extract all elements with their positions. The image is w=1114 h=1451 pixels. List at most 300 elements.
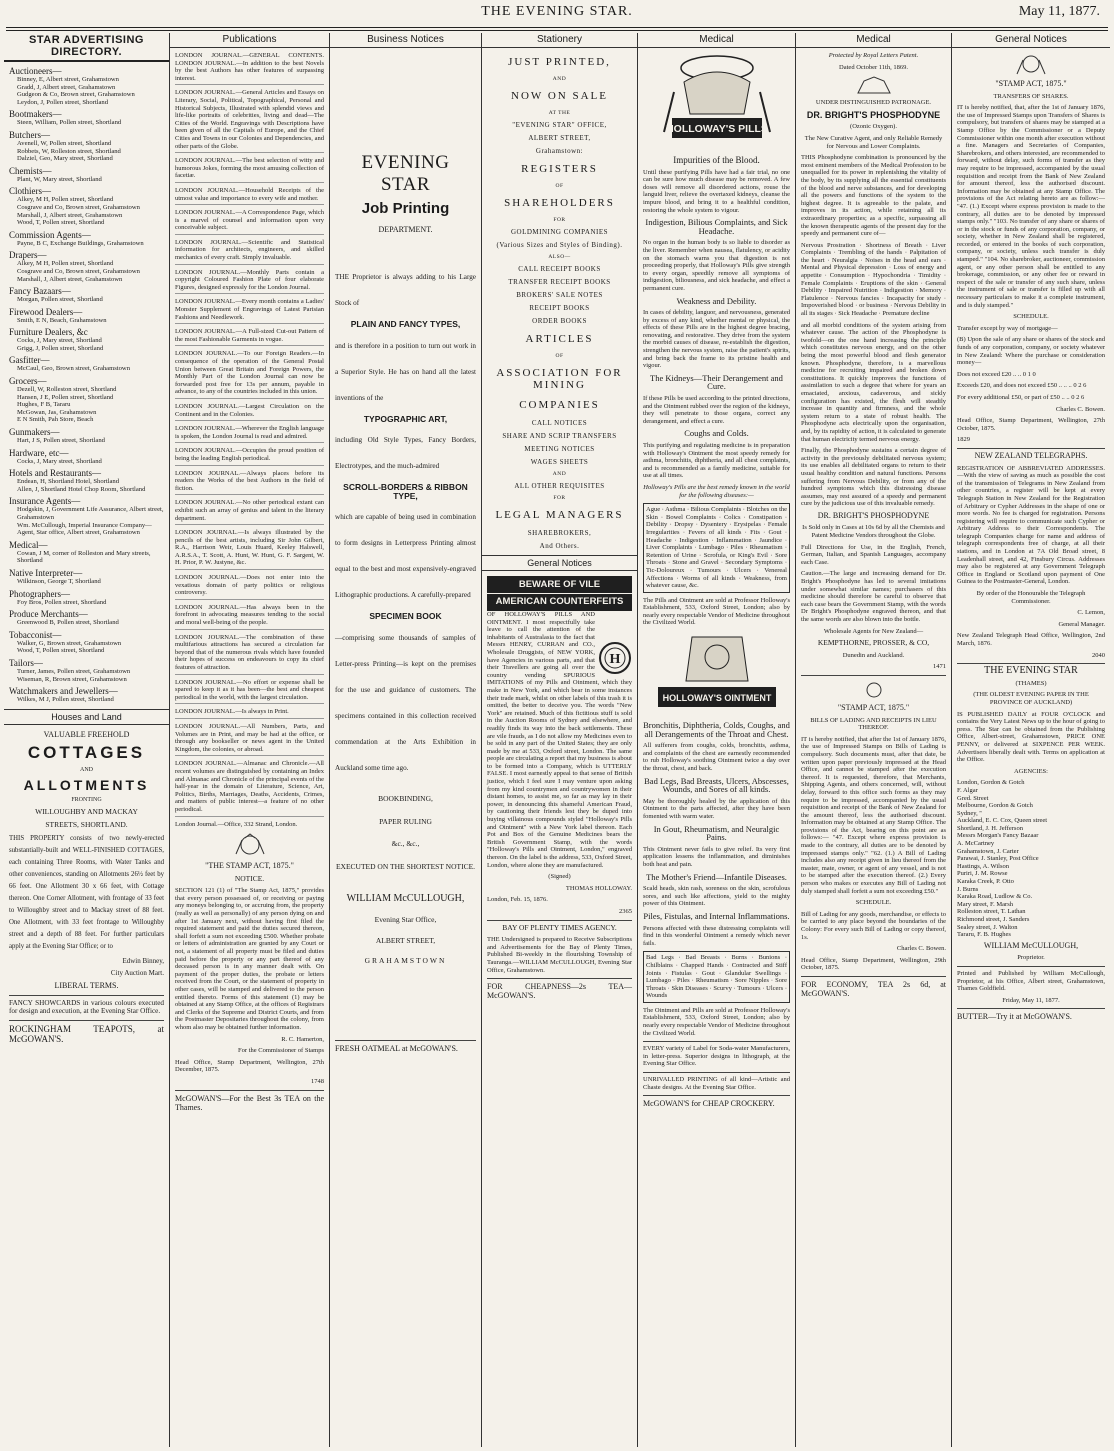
stationery-item: RECEIPT BOOKS	[529, 304, 590, 312]
journal-ad: LONDON JOURNAL.—GENERAL CONTENTS. LONDON JOURNAL.—In addition to the best Novels by the best Authors has other features of surpassing interest.	[175, 52, 324, 85]
transfers-title: TRANSFERS OF SHARES.	[993, 92, 1069, 100]
stationery-item: FOR	[553, 495, 566, 501]
job-specimen: SPECIMEN BOOK	[369, 611, 442, 622]
job-para-4: which are capable of being used in combination to form designs in Letterpress Printing almost equal to the best and most expensively-engraved Lithographic productions. A carefully-prepared	[335, 513, 476, 600]
stamp-act-title-3: "STAMP ACT, 1875."	[995, 79, 1067, 88]
ointment-note: The Ointment and Pills are sold at Professor Holloway's Establishment, 533, Oxford Street, London; also by nearly every respectable Vendor of Medicine throughout the Civilized World.	[643, 1006, 790, 1037]
directory-category: Firewood Dealers—	[9, 306, 83, 317]
rate-2: Exceeds £20, and does not exceed £50 .. .. .. 0 2 6	[957, 382, 1087, 390]
agency-entry: F. Algar	[957, 786, 978, 794]
phosphodyne-body-1: THIS Phosphodyne combination is pronounced by the most eminent members of the Medical Profession to be unequalled for its power in replenishing the vitality of the body, by its supplying all the essential constituents of the blood and nerve substances, and for developing all the powers and functions of the system to the highest degree. It is agreeable to the palate, and improves in its action, while retaining all its extraordinary properties; as a specific, surpassing all the known therapeutic agents of the present day for the speedy and permanent cure of—	[801, 154, 946, 238]
phosphodyne-name: DR. BRIGHT'S PHOSPHODYNE	[817, 510, 930, 520]
ad-number: 2040	[1092, 651, 1105, 659]
stationery-item: JUST PRINTED,	[508, 56, 611, 68]
journal-ad: LONDON JOURNAL.—Every month contains a Ladies' Monster Supplement of Engravings of Latest Parisian Fashions and Needlework.	[175, 298, 324, 324]
office-line-3: GRAHAMSTOWN	[364, 956, 447, 966]
journal-ad: LONDON JOURNAL.—Occupies the proud position of being the leading English periodical.	[175, 447, 324, 465]
journal-ad: LONDON JOURNAL.—All Numbers, Parts, and Volumes are in Print, and may be had at the office, or through any bookseller or news agent in the United Kingdom, the colonies, or abroad.	[175, 723, 324, 756]
wm-role: Proprietor.	[1017, 954, 1045, 962]
ointment-label: HOLLOWAY'S OINTMENT	[662, 693, 771, 704]
agencies-title: AGENCIES:	[1014, 767, 1048, 775]
stationery-item: AND	[552, 471, 567, 477]
divider	[9, 1020, 164, 1021]
directory-entry: Robbets, W, Rolleston street, Shortland	[17, 147, 121, 155]
phosphodyne-sold: Is Sold only in Cases at 10s 6d by all the Chemists and Patent Medicine Vendors throughout the Globe.	[802, 524, 945, 540]
houses-title-line: VALUABLE FREEHOLD	[43, 729, 130, 739]
beware-line-2: AMERICAN COUNTERFEITS	[487, 593, 632, 608]
directory-entry: Leydon, J, Pollen street, Shortland	[17, 98, 109, 106]
bop-body: THE Undersigned is prepared to Receive Subscriptions and Advertisements for the Bay of Plenty Times, Published Bi-weekly in the flourishing Township of Tauranga.—WILLIAM McCULLOUGH, Evening Star Office, Grahamstown.	[487, 936, 632, 974]
printing-ad: UNRIVALLED PRINTING of all kind—Artistic and Chaste designs. At the Evening Star Office.	[643, 1076, 790, 1091]
houses-agent: Edwin Binney,	[122, 956, 164, 965]
stationery-list	[487, 56, 632, 550]
houses-title-line: ALLOTMENTS	[23, 776, 150, 793]
job-para-5: —comprising some thousands of samples of Letter-press Printing—is kept on the premises for the use and guidance of customers. The specimens contained in this collection received commendation at the Arts Exhibition in Auckland some time ago.	[335, 633, 476, 772]
stationery-item: ARTICLES	[525, 333, 594, 345]
directory-entry: Wm. McCullough, Imperial Insurance Company—Agent, Star office, Albert street, Grahamstown	[17, 521, 152, 537]
agency-entry: Karaka Creek, P. Otto	[957, 878, 1014, 886]
phosphodyne-body-2: and all morbid conditions of the system arising from whatever cause. The action of the Phosphodyne is twofold—on the one hand increasing the principle which constitutes nervous energy, and on the other being the most powerful blood and flesh generator known. Phosphodyne, therefore, is a marvellous medicine for recruiting impaired and broken down constitutions. It quickly improves the functions of assimilation to such a degree that where for years an emaciated, anxious, cadaverous, and sickly configuration has existed, the flesh will steadily increase in quantity and firmness, and the whole system return to a state of robust health. The Phosphodyne acts electrically upon the organisation, and, by its rapidity of action, it is calculated to generate that human electricity termed nervous energy.	[801, 321, 946, 443]
directory-category: Native Interpreter—	[9, 567, 83, 578]
phosphodyne-directions: Full Directions for Use, in the English, French, German, Italian, and Spanish Languages, accompany each Case.	[801, 543, 946, 566]
houses-terms: LIBERAL TERMS.	[54, 980, 119, 990]
phosphodyne-body-3: Finally, the Phosphodyne sustains a certain degree of activity in the previously debilitated nervous system; its use enables all debilitated organs to return to their usual healthy condition and natural functions. Persons suffering from Nervous Debility, or from any of the hundred symptoms which this distressing disease assumes, may rest assured of a speedy and permanent cure by the judicious use of this invaluable remedy.	[801, 447, 946, 508]
agency-entry: Sydney, ''	[957, 809, 982, 817]
star-body: IS PUBLISHED DAILY at FOUR O'CLOCK and contains the Very Latest News up to the hour of going to press. The Star can be obtained from the Publishing Office, Albert-street, Grahamstown, PRICE ONE PENNY, or delivered at SIXPENCE PER WEEK. Advertisers liberally dealt with. Terms on application at the Office.	[957, 710, 1105, 764]
agency-entry: Parawai, J. Stanley, Post Office	[957, 855, 1039, 863]
executed-notice: EXECUTED ON THE SHORTEST NOTICE.	[335, 861, 476, 871]
directory-entry: Hart, J S, Pollen street, Shortland	[17, 437, 105, 445]
beware-line-1: BEWARE OF VILE	[518, 579, 601, 590]
schedule-signature: Charles C. Bowen.	[896, 945, 946, 953]
directory-entry: Greenwood B, Pollen street, Shortland	[17, 619, 119, 627]
agency-entry: Melbourne, Gordon & Gotch	[957, 802, 1033, 810]
telegraphs-role: General Manager.	[1058, 620, 1105, 628]
directory-entry: Wilkinson, George T, Shortland	[17, 577, 101, 585]
journal-ad: LONDON JOURNAL.—The best selection of witty and humorous Jokes, forming the most amusing collection of facetiæ.	[175, 157, 324, 183]
directory-category: Drapers—	[9, 250, 47, 261]
directory-category: Furniture Dealers, &c	[9, 327, 88, 338]
stationery-item: SHAREBROKERS,	[527, 529, 592, 537]
directory-category: Tailors—	[9, 657, 43, 668]
directory-entry: Gradd, J, Albert street, Grahamstown	[17, 83, 116, 91]
stationery-item: COMPANIES	[519, 399, 600, 411]
directory-category: Gasfitter—	[9, 355, 50, 366]
directory-entry: Wilkes, M J, Pollen street, Shortland	[17, 696, 114, 704]
houses-ad-title	[9, 730, 164, 829]
stationery-item: ALSO—	[548, 254, 571, 260]
ad-number: 1748	[311, 1077, 324, 1085]
stationery-item: GOLDMINING COMPANIES	[510, 228, 609, 236]
stationery-item: REGISTERS	[521, 163, 598, 175]
journal-ad: LONDON JOURNAL.—Wherever the English language is spoken, the London Journal is read and admired.	[175, 425, 324, 443]
table-title: Holloway's Pills are the best remedy known in the world for the following diseases:—	[643, 483, 790, 499]
journal-ad: LONDON JOURNAL.—Monthly Parts contain a copyright Coloured Fashion Plate of four elaborate Figures, designed expressly for the London Journal.	[175, 269, 324, 295]
t-indigestion: No organ in the human body is so liable to disorder as the liver. Remember when nausea, flatulency, or acidity on the stomach warns you that digestion is not proceeding properly, that Holloway's Pills give strength to every organ, speedily remove all symptoms of indigestion, biliousness, and sick headache, and effect a permanent cure.	[643, 239, 790, 292]
stationery-item: SHARE AND SCRIP TRANSFERS	[502, 432, 617, 440]
stationery-item: WAGES SHEETS	[530, 458, 589, 466]
general-notices-header: General Notices	[482, 555, 637, 571]
agency-entry: Hastings, A. Wilson	[957, 862, 1009, 870]
wholesale: Wholesale Agents for New Zealand—	[823, 627, 924, 635]
directory-entry: Wiseman, R, Brown street, Grahamstown	[17, 675, 127, 683]
directory-category: Clothiers—	[9, 186, 51, 197]
stationery-item: BROKERS' SALE NOTES	[516, 291, 603, 299]
stationery-item: MEETING NOTICES	[524, 445, 595, 453]
telegraphs-name: C. Lemon,	[1077, 609, 1105, 617]
telegraphs-order: By order of the Honourable the Telegraph Commissioner.	[976, 590, 1086, 605]
oatmeal-ad: FRESH OATMEAL at McGOWAN'S.	[335, 1043, 458, 1053]
journal-ad: LONDON JOURNAL.—Largest Circulation on the Continent and in the Colonies.	[175, 403, 324, 421]
agency-entry: Karaka Road, Ludlow & Co.	[957, 893, 1033, 901]
ointment-table: Bad Legs · Bad Breasts · Burns · Bunions · Chilblains · Chapped Hands · Contracted and Stiff Joints · Fistulas · Gout · Glandular Swellings · Lumbago · Piles · Rheumatism · Sore Nipples · Sore Throats · Skin Diseases · Scurvy · Tumours · Ulcers · Wounds	[643, 951, 790, 1003]
directory-category: Butchers—	[9, 129, 50, 140]
houses-title-line: AND	[80, 766, 93, 773]
issue-date: May 11, 1877.	[1018, 4, 1100, 19]
agency-entry: Auckland, E. C. Cox, Queen street	[957, 817, 1048, 825]
directory-category: Produce Merchants—	[9, 609, 88, 620]
stationery-item: CALL NOTICES	[531, 419, 588, 427]
t-mother: Scald heads, skin rash, soreness on the skin, scrofulous sores, and such like affections, yield to the mighty power of this Ointment.	[643, 885, 790, 908]
bills-body: IT is hereby notified, that after the 1st of January 1876, the use of Impressed Stamps on Bills of Lading is compulsory. Such documents must, after that date, be written upon paper previously impressed at the Head Office, and cannot be stamped after the execution thereof. It is requested, therefore, that Merchants, Shipping Agents, and others concerned, will, without delay, forward to this office such forms as they may require to be impressed, accompanied by the usual requisition and receipt of the Bank of New Zealand for the amount thereof, less the authorised discount. Information may be obtained at any Stamp Office. The provisions of the Act, bearing on this point are as follows:— "47. Except where express provision is made to the contrary, all duties are to be denoted by impressed stamps only." "62. (1.) A Bill of Lading includes also any receipt given in lieu thereof from the master, mate, owner, or agent of any vessel, and is not to be stamped after the execution thereof. (2.) Every person who makes or executes any Bill of Lading not duly stamped shall forfeit a sum not exceeding £50."	[801, 735, 946, 895]
journal-ad: LONDON JOURNAL.—Does not enter into the vexatious domain of party politics or religious controversy.	[175, 574, 324, 600]
job-types: PLAIN AND FANCY TYPES,	[350, 319, 461, 329]
job-para-2: and is therefore in a position to turn out work in a Superior Style. He has on hand all the latest inventions of the	[335, 341, 476, 402]
h-piles: Piles, Fistulas, and Internal Inflammations.	[643, 910, 790, 921]
agency-entry: Gred. Street	[957, 794, 989, 802]
divider	[643, 1041, 790, 1042]
agency-entry: London, Gordon & Gotch	[957, 779, 1025, 787]
stamp-act-body: SECTION 121 (1) of "The Stamp Act, 1875," provides that every person possessed of, or receiving or paying any moneys belonging to, or accruing from, the property (really as well as personally) of any person dying on and after 1st January next, without having first filed the required statement and paid the duties secured thereon, shall forfeit a sum not exceeding £500. Whether probate or letters of administration are granted by any Court or not, a statement of all property must be filed and duties paid before the property or any part thereof of any deceased person is in any manner dealt with. On payment of the proper duties, the probate or letters received from the Court, or the statement of property in other cases, will be stamped and delivered to the person entitled thereto. Forms of this statement (1) may be obtained at any Stamp Office, at the offices of Registrars and Clerks of the Supreme and District Courts, and from the Postmaster Depositaries throughout the colony, from whom also may be obtained further information.	[175, 887, 324, 1031]
economy-ad: FOR ECONOMY, TEA 2s 6d, at McGOWAN'S.	[801, 979, 946, 998]
office-line-2: ALBERT STREET,	[375, 935, 436, 945]
directory-category: Watchmakers and Jewellers—	[9, 686, 118, 697]
directory-category: Fancy Bazaars—	[9, 286, 71, 297]
wholesale-cities: Dunedin and Auckland.	[842, 651, 905, 659]
directory-entry: Walker, G, Brown street, Grahamstown	[17, 639, 122, 647]
houses-title-line: WILLOUGHBY AND MACKAY	[35, 806, 138, 816]
directory-header: STAR ADVERTISING DIRECTORY.	[4, 33, 169, 62]
holloway-ointment-emblem-icon	[644, 631, 790, 717]
schedule-title: SCHEDULE.	[855, 899, 892, 907]
directory-entry: E N Smith, Pah Store, Beach	[17, 416, 94, 424]
directory-category: Insurance Agents—	[9, 496, 81, 507]
journal-ad: LONDON JOURNAL.—Scientific and Statistical information for architects, engineers, and skilled mechanics of every craft. Simply invaluable.	[175, 239, 324, 265]
phosphodyne-sub: (Ozonic Oxygen).	[850, 123, 897, 131]
agency-entry: Tararu, F. B. Hughes	[957, 931, 1011, 939]
stationery-item: ALL OTHER REQUISITES	[514, 482, 605, 490]
directory-category: Bootmakers—	[9, 109, 62, 120]
journal-ad: LONDON JOURNAL.—Is always in Print.	[175, 708, 324, 719]
pills-label: HOLLOWAY'S PILLS	[665, 123, 768, 135]
agency-entry: A. McCartney	[957, 840, 995, 848]
agency-entry: Shortland, J. H. Jefferson	[957, 824, 1023, 832]
agency-entry: Mary street, F. Marsh	[957, 900, 1013, 908]
rate-3: For every additional £50, or part of £50 .. .. 0 2 6	[957, 393, 1085, 401]
directory-entry: Cosgrave and Co, Brown street, Grahamstown	[17, 267, 140, 275]
trade-mark-seal-icon	[598, 641, 632, 675]
t-bronchitis: All sufferers from coughs, colds, bronchitis, asthma, and complaints of the chest are earnestly recommended to rub Holloway's soothing Ointment twice a day over the throat, chest, and back.	[643, 742, 790, 773]
labels-ad: EVERY variety of Label for Soda-water Manufacturers, in letter-press. Superior designs in lithograph, at the Evening Star Office.	[643, 1045, 790, 1068]
phosphodyne-list: Nervous Prostration · Shortness of Breath · Liver Complaints · Trembling of the hands · Palpitation of the heart · Neuralgia · Noises in the head and ears · Mental and Physical depression · Loss of energy and appetite · Consumption · Hypochondria · Timidity · Female Complaints · Eruptions of the skin · General Debility · Impaired Nutrition · Indigestion · Memory · Flatulence · Nervous fancies · Incapacity for study · Impoverished blood · or business · Nervous Debility in all its stages · Sick Headache · Premature decline	[801, 241, 946, 318]
directory-entry: Grigg, J, Pollen street, Shortland	[17, 344, 104, 352]
rate-1: Does not exceed £20 .. .. 0 1 0	[957, 370, 1036, 378]
butter-ad: BUTTER—Try it at McGOWAN'S.	[957, 1012, 1072, 1022]
job-printing-title: EVENING STAR	[361, 152, 450, 195]
divider	[335, 1040, 476, 1041]
proprietor-name: WILLIAM McCULLOUGH,	[346, 893, 465, 905]
agency-entry: J. Burns	[957, 885, 979, 893]
imprint: Printed and Published by William McCullough, Proprietor, at his Office, Albert street, Grahamstown, Thames Goldfield.	[957, 969, 1105, 993]
schedule-signature-2: Charles C. Bowen.	[1055, 405, 1105, 413]
journal-ad: LONDON JOURNAL.—To our Foreign Readers.—In consequence of the operation of the General Postal Union between Great Britain and Foreign Powers, the Monthly Part of the London Journal can now be forwarded post free for 13s per annum, payable in advance, to any of the countries included in this union.	[175, 350, 324, 399]
agency-entry: Messrs Morgan's Fancy Bazaar	[957, 832, 1039, 840]
journal-ad: LONDON JOURNAL.—The combination of these multifarious attractions has secured a circulation far beyond that of the numerous rivals which have founded their hopes of success on endeavours to copy its chief features of attraction.	[175, 634, 324, 675]
journal-ad: LONDON JOURNAL.—No effort or expense shall be spared to keep it as it has been—the best and cheapest periodical in the world, with the largest circulation.	[175, 679, 324, 705]
directory-category: Medical—	[9, 539, 48, 550]
star-tag: (THE OLDEST EVENING PAPER IN THE PROVINCE OF AUCKLAND)	[973, 691, 1089, 706]
stamp-act-title-2: "STAMP ACT, 1875."	[837, 702, 910, 712]
dated: Dated October 11th, 1869.	[839, 63, 908, 71]
divider	[957, 1008, 1105, 1009]
royal-arms-icon	[859, 680, 889, 700]
h-gout: In Gout, Rheumatism, and Neuralgic Pains.	[653, 823, 780, 843]
phosphodyne-title: DR. BRIGHT'S PHOSPHODYNE	[806, 109, 941, 120]
stamp-act-title: "THE STAMP ACT, 1875."	[205, 861, 294, 871]
stationery-item: AND	[552, 76, 567, 82]
star-sub: (THAMES)	[1015, 679, 1047, 687]
directory-category: Hardware, etc—	[9, 447, 69, 458]
directory-category: Chemists—	[9, 165, 52, 176]
stationery-item: OF	[555, 353, 564, 359]
diseases-table: Ague · Asthma · Bilious Complaints · Blotches on the Skin · Bowel Complaints · Colics · Constipation · Debility · Dropsy · Dysentery · Erysipelas · Female Irregularities · Fevers of all kinds · Fits · Gout · Headache · Indigestion · Inflammation · Jaundice · Liver Complaints · Lumbago · Piles · Rheumatism · Retention of Urine · Scrofula, or King's Evil · Sore Throats · Stone and Gravel · Secondary Symptoms · Tic-Doloureux · Tumours · Ulcers · Venereal Affections · Worms of all kinds · Weakness, from whatever cause, &c.	[643, 503, 790, 593]
schedule-office: Head Office, Stamp Department, Wellington, 29th October, 1875.	[801, 956, 946, 972]
stationery-item: ASSOCIATION FOR MINING	[496, 367, 623, 391]
agency-entry: Sealey street, J. Walton	[957, 923, 1018, 931]
rockingham-ad: ROCKINGHAM TEAPOTS, at McGOWAN'S.	[9, 1023, 164, 1044]
houses-title-line: STREETS, SHORTLAND.	[45, 819, 128, 829]
transfers-body: IT is hereby notified, that, after the 1st of January 1876, the use of Impressed Stamps upon Transfers of Shares is compulsory, but transfers of shares may be stamped at a Stamp Office by the Commissioner or a Deputy Commissioner within one month after execution without a fine. Managers and Secretaries of Companies, Sharebrokers, and others interested, are recommended to forward, without delay, such forms of transfer as they may require to be impressed, accompanied by the usual requisition and receipt from the Bank of New Zealand for amount thereof, less the authorised discount. Information may be obtained at any Stamp Office. The provisions of the Act relating hereto are as follow:— "47. (1.) Except where express provision is made to the contrary, all duties are to be denoted by impressed stamps only." "103. No transfer of any share or shares of or in the stock or funds of any corporation, company, or society, whether in New Zealand shall be registered, recorded, or entered in the books of such corporation, company, or society, unless such transfer is duly stamped." "104. No sharebroker, auctioneer, commission agent, or any other person shall be entitled to any brokerage, commission, or any other fee or reward in respect of the sale or transfer of any such share, unless the instrument of sale or transfer is filled up with all necessary particulars to make it a complete instrument, and is duly stamped."	[957, 104, 1105, 309]
journal-ad: LONDON JOURNAL.—A Full-sized Cut-out Pattern of the most Fashionable Garments in vogue.	[175, 328, 324, 346]
stationery-item: ORDER BOOKS	[532, 317, 587, 325]
journal-ad: LONDON JOURNAL.—A Correspondence Page, which is a marvel of counsel and information upon very conceivable subject.	[175, 209, 324, 235]
directory-entry: Avenell, W, Pollen street, Shortland	[17, 139, 112, 147]
stamp-office: Head Office, Stamp Department, Wellington, 27th December, 1875.	[175, 1058, 324, 1074]
column-medical-1	[638, 33, 796, 1447]
column-general	[952, 33, 1110, 1447]
t-kidneys: If these Pills be used according to the printed directions, and the Ointment rubbed over the region of the kidneys, they will penetrate to those organs, correct any derangement, and effect a cure.	[643, 395, 790, 425]
h-bronchitis: Bronchitis, Diphtheria, Colds, Coughs, and all Derangements of the Throat and Chest.	[643, 720, 790, 739]
directory-entry: Foy Bros, Pollen street, Shortland	[17, 598, 107, 606]
telegraphs-body: REGISTRATION OF ABBREVIATED ADDRESSES.—With the view of saving as much as possible the cost of the transmission of Telegrams in New Zealand from other countries, a register will be kept at every Telegraph Station in New Zealand for the Registration of Arbitrary or Cypher Addresses in the shape of one or more words. No fee is charged for registration. Persons registering will require to communicate such Cypher or Arbitrary Address to their Correspondents. The telegraph Companies charge for name and address of telegraph correspondents free of charge, at all their stations, and in London at 7A Old Broad street, 8 Leadenhall street, and 42, Finsbury Circus. Addresses may also be registered at any Government Telegraph Office in England or Scotland upon payment of One Guinea to the Postmaster-General, London.	[957, 464, 1105, 586]
houses-body: THIS PROPERTY consists of two newly-erected substantially-built and WELL-FINISHED COTTAGES, each containing Three Rooms, with Water Tanks and other conveniences, standing on Allotments 26½ feet by 66 feet. One Allotment 30 x 66 feet, with Cottage thereon. One Corner Allotment, with frontage of 33 feet to Willoughby street and to Mackay street of 88 feet. One Allotment, with 33 feet frontage to Willoughby street and a depth of 88 feet. For further particulars apply at the Evening Star Office; or to	[9, 834, 164, 950]
divider	[643, 1072, 790, 1073]
job-printing-dept: DEPARTMENT.	[378, 225, 433, 234]
svg-text:H: H	[609, 652, 621, 667]
h-coughs: Coughs and Colds.	[684, 428, 749, 439]
etc: &c., &c.,	[391, 839, 420, 849]
schedule-title-2: SCHEDULE.	[1013, 313, 1049, 321]
directory-entry: Alkey, M H, Pollen street, Shortland	[17, 196, 114, 204]
publications-header: Publications	[170, 33, 329, 48]
directory-entry: Plant, W, Mary street, Shortland	[17, 175, 102, 183]
protected: Protected by Royal Letters Patent.	[828, 52, 919, 59]
directory-entry: Marshall, J, Albert street, Grahamstown	[17, 275, 123, 283]
holloway-date: London, Feb. 15, 1876.	[487, 896, 548, 904]
stamp-signature-role: For the Commissioner of Stamps	[238, 1047, 324, 1055]
telegraphs-office: New Zealand Telegraph Head Office, Wellington, 2nd March, 1876.	[957, 632, 1105, 647]
divider	[175, 1090, 324, 1091]
directory-category: Hotels and Restaurants—	[9, 468, 101, 479]
directory-category: Grocers—	[9, 376, 47, 387]
stationery-item: LEGAL MANAGERS	[495, 509, 624, 521]
schedule-body: Bill of Lading for any goods, merchandise, or effects to be carried to any place beyond the boundaries of the Colony: For every such Bill of Lading or copy thereof, 1s.	[801, 910, 946, 941]
directory-entry: Cocks, J, Mary street, Shortland	[17, 457, 102, 465]
t-coughs: This purifying and regulating medicine is in preparation with Holloway's Ointment the most speedy remedy for asthma, bronchitis, diphtheria, and all chest complaints, and is recommended as a family medicine, suitable for use at all times.	[643, 442, 790, 480]
phosphodyne-tag: The New Curative Agent, and only Reliable Remedy for Nervous and Lower Complaints.	[804, 134, 943, 150]
journal-ad: LONDON JOURNAL.—Has always been in the forefront in advocating measures tending to the social and moral well-being of the people.	[175, 604, 324, 630]
wholesale-agents: KEMPTHORNE, PROSSER, & CO,	[817, 638, 930, 648]
directory-entry: Gudgeon & Co, Brown street, Grahamstown	[17, 91, 135, 99]
journal-ad: LONDON JOURNAL.—Household Receipts of the utmost value and importance to every wife and mother.	[175, 187, 324, 205]
stationery-item: TRANSFER RECEIPT BOOKS	[508, 278, 611, 286]
royal-arms-icon	[233, 832, 267, 858]
stationery-item: And Others.	[539, 542, 580, 550]
directory-entry: Dalziel, Geo, Mary street, Shortland	[17, 155, 113, 163]
directory-category: Commission Agents—	[9, 229, 91, 240]
agency-entry: Grahamstown, J. Carter	[957, 847, 1019, 855]
patronage: UNDER DISTINGUISHED PATRONAGE.	[815, 99, 932, 107]
job-para-1: THE Proprietor is always adding to his Large Stock of	[335, 273, 476, 307]
agencies-list	[957, 779, 1105, 938]
t-impurities: Until these purifying Pills have had a fair trial, no one can be sure how much disease may be removed. A few doses will remove all disordered actions, rouse the languid liver, relieve the overtaxed kidneys, cleanse the impure blood, and bring it to a healthful condition, restoring the whole system to vigour.	[643, 168, 790, 214]
cheapness-ad: FOR CHEAPNESS—2s TEA—McGOWAN'S.	[487, 982, 632, 1001]
mcgowan-tea-ad: McGOWAN'S—For the Best 3s TEA on the Thames.	[175, 1093, 324, 1112]
stationery-item: Grahamstown:	[535, 147, 584, 155]
london-journal-ads	[175, 52, 324, 817]
directory-entry: Dezell, W, Rolleston street, Shortland	[17, 386, 117, 394]
divider	[9, 995, 164, 996]
houses-header: Houses and Land	[4, 709, 169, 725]
column-business	[330, 33, 482, 1447]
general-header: General Notices	[952, 33, 1110, 48]
stationery-item: FOR	[553, 217, 566, 223]
directory-entry: Binney, E, Albert street, Grahamstown	[17, 76, 119, 83]
medical-header-2: Medical	[796, 33, 951, 48]
stationery-item: "EVENING STAR" OFFICE,	[512, 121, 607, 129]
t-badlegs: May be thoroughly healed by the application of this Ointment to the parts affected, after they have been fomented with warm water.	[643, 797, 790, 820]
divider	[957, 663, 1105, 664]
stationery-item: NOW ON SALE	[511, 90, 608, 102]
agency-entry: Richmond street, J. Sanders	[957, 916, 1030, 923]
directory-entry: Turner, James, Pollen street, Grahamstown	[17, 667, 131, 675]
houses-title-line: FRONTING	[71, 796, 102, 803]
journal-ad: LONDON JOURNAL.—Always places before its readers the Works of the best Authors in the field of fiction.	[175, 470, 324, 496]
beware-banner	[487, 576, 632, 611]
agency-entry: Rolleston street, T. Lathan	[957, 908, 1026, 916]
directory-category: Gunmakers—	[9, 427, 60, 438]
showcards-ad: FANCY SHOWCARDS in various colours executed for design and execution, at the Evening Star Office.	[9, 998, 164, 1016]
newspaper-title: THE EVENING STAR.	[481, 4, 633, 19]
h-kidneys: The Kidneys—Their Derangement and Cure.	[650, 372, 783, 392]
paper-ruling: PAPER RULING	[379, 816, 432, 826]
h-weakness: Weakness and Debility.	[676, 295, 757, 306]
wm-name: WILLIAM McCULLOUGH,	[983, 940, 1079, 950]
stamp-signature: R. C. Hamerton,	[281, 1035, 324, 1043]
bookbinding: BOOKBINDING,	[378, 793, 433, 803]
directory-entry: Wood, T, Pollen street, Shortland	[17, 219, 105, 227]
directory-entry: Hughes, F B, Tararu	[17, 401, 71, 409]
holloway-notice-body: OF HOLLOWAY'S PILLS AND OINTMENT. I most respectfully take leave to call the attention of the inhabitants of Australasia to the fact that Messrs HENRY, CURRAN and CO., Wholesale Druggists, of NEW YORK, have Agencies in various parts, and that their Travellers are going all over the country vending SPURIOUS IMITATIONS of my Pills and Ointment, which they make in New York, and which bear in some instances their trade mark, whilst on other labels of this trash it is omitted, the better to deceive you. The words "New York" are retained. Much of this fictitious stuff is sold in the Auction Rooms of Sydney and elsewhere, and readily finds its way into the back settlements. These are vile frauds, as I do not allow my Medicines even to be sold in any part of the United States; they are only made by me at 533, Oxford street, London. The same people are circulating a report that my business is about to be formed into a Company, which is UTTERLY FALSE. I most earnestly appeal to that sense of British justice, which I feel sure I may venture upon asking from my kind countrymen and countrywomen in their distant homes, to assist me, so far as may lay in their power, in denouncing this shameful American Fraud, by cautioning their friends lest they be duped into buying villainous compounds styled "Holloway's Pills and Ointment" with a New York label thereon. Each Pot and Box of the Genuine Medicines bears the British Government Stamp, with the words "Holloway's Pills and Ointment, London," engraved thereon. On the label is the address, 533, Oxford Street, London, where alone they are manufactured.	[487, 611, 632, 869]
directory-entry: Morgan, Pollen street, Shortland	[17, 296, 103, 304]
journal-ad: LONDON JOURNAL.—Almanac and Chronicle.—All recent volumes are distinguished by containing an Index and Almanac and Chronicle of the principal events of the half-year in the domain of Literature, Science, Art, Politics, Births, Marriages, Deaths, Accidents, Crimes, and matters of public interest—a feature of no other periodical.	[175, 760, 324, 816]
holloway-pills-emblem-icon	[644, 52, 790, 152]
bop-title: BAY OF PLENTY TIMES AGENCY.	[502, 922, 617, 932]
masthead	[0, 0, 1114, 30]
ad-number: 1471	[933, 663, 946, 671]
job-typographic: TYPOGRAPHIC ART,	[363, 413, 448, 424]
h-impurities: Impurities of the Blood.	[673, 155, 760, 165]
directory-entry: McGowan, Jas, Grahamstown	[17, 408, 97, 416]
column-medical-2	[796, 33, 952, 1447]
imprint-date: Friday, May 11, 1877.	[1002, 996, 1060, 1004]
divider	[957, 966, 1105, 967]
divider	[957, 448, 1105, 449]
stationery-item: AT THE	[548, 110, 571, 116]
job-printing-subtitle: Job Printing	[361, 200, 450, 217]
t-weakness: In cases of debility, languor, and nervousness, generated by excess of any kind, whether mental or physical, the effects of these Pills are in the highest degree bracing, renovating, and restorative. They drive from the system the morbid causes of disease, re-establish the digestion, strengthen the nervous system, raise the patient's spirits, and bring back the frame to its pristine health and vigour.	[643, 309, 790, 370]
directory-entry: Allen, J, Shortland Hotel Chop Room, Shortland	[17, 485, 146, 493]
ad-number: 1829	[957, 436, 970, 444]
h-mother: The Mother's Friend—Infantile Diseases.	[646, 871, 787, 882]
directory-entry: Smith, E N, Beach, Grahamstown	[17, 316, 107, 324]
houses-agent-place: City Auction Mart.	[110, 969, 164, 978]
schedule-office-2: Head Office, Stamp Department, Wellington, 27th October, 1875.	[957, 417, 1105, 432]
directory-entry: Wood, T, Pollen street, Shortland	[17, 647, 105, 655]
table-note: The Pills and Ointment are sold at Professor Holloway's Establishment, 533, Oxford Street, London; also by nearly every respectable Vendor of Medicine throughout the Civilized World.	[643, 596, 790, 627]
masthead-rule-2	[6, 30, 1108, 31]
stationery-item: (Various Sizes and Styles of Binding).	[496, 241, 623, 249]
directory-entry: Steen, William, Pollen street, Shortland	[17, 119, 122, 127]
divider	[643, 1095, 790, 1096]
directory-entry: Alkey, M H, Pollen street, Shortland	[17, 260, 114, 268]
crockery-ad: McGOWAN'S for CHEAP CROCKERY.	[643, 1099, 775, 1109]
divider	[487, 920, 632, 921]
directory-entry: Hansen, J E, Pollen street, Shortland	[17, 393, 114, 401]
stamp-notice-label: NOTICE.	[234, 873, 265, 883]
t-gout: This Ointment never fails to give relief. Its very first application lessens the inflammation, and diminishes both heat and pain.	[643, 845, 790, 868]
h-badlegs: Bad Legs, Bad Breasts, Ulcers, Abscesses, Wounds, and Sores of all kinds.	[644, 775, 789, 795]
column-directory	[4, 33, 170, 1447]
telegraphs-title: NEW ZEALAND TELEGRAPHS.	[974, 450, 1088, 460]
job-scroll: SCROLL-BORDERS & RIBBON TYPE,	[343, 482, 468, 501]
stationery-item: CALL RECEIPT BOOKS	[518, 265, 601, 273]
crest-icon	[854, 75, 894, 95]
holloway-notice	[487, 611, 632, 869]
directory-entry: Endean, H, Shortland Hotel, Shortland	[17, 478, 120, 486]
directory-entry: Hodgskin, J, Government Life Assurance, Albert street, Grahamstown	[17, 506, 164, 521]
divider	[801, 675, 946, 676]
journal-ad: LONDON JOURNAL.—No other periodical extant can exhibit such an array of genius and talent in the literary department.	[175, 499, 324, 525]
h-indigestion: Indigestion, Bilious Complaints, and Sick Headache.	[645, 217, 788, 236]
agency-entry: Puriri, J. M. Rowse	[957, 870, 1008, 878]
directory-category: Auctioneers—	[9, 66, 62, 76]
ad-number: 2365	[619, 907, 632, 915]
column-publications	[170, 33, 330, 1447]
journal-ad: LONDON JOURNAL.—Is always illustrated by the pencils of the best artists, including Sir John Gilbert, R.A., Harrison Weir, Louis Huard, Keeley Halswell, A.R.S.A., T. Scott, A. Hunt, W. Hunt, G. F. Sargent, W. H. Prior, P. W. Justyne, &c.	[175, 529, 324, 570]
journal-office: London Journal.—Office, 332 Strand, London.	[175, 820, 298, 828]
columns	[4, 33, 1110, 1447]
